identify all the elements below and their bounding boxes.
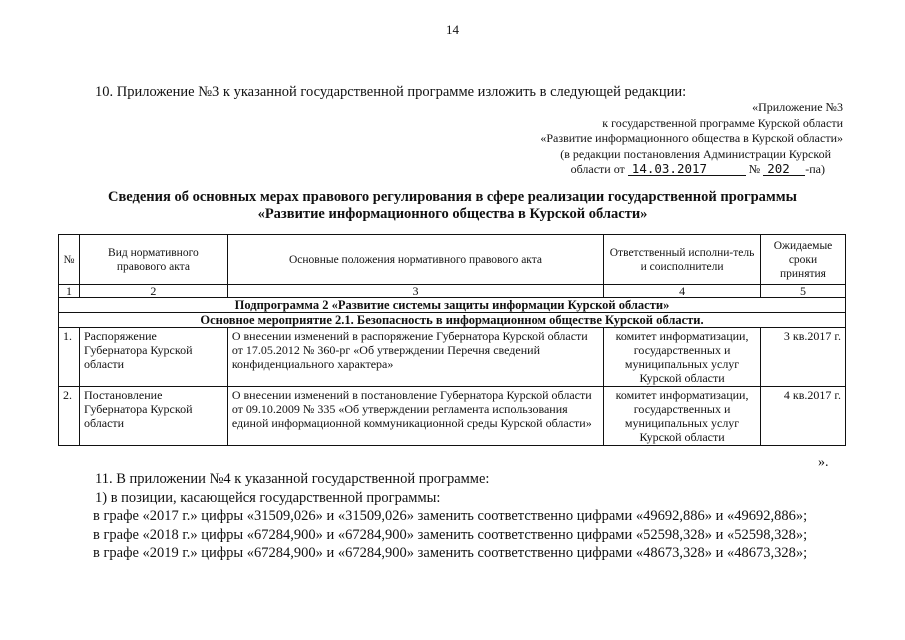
header-responsible: Ответственный исполни-тель и соисполнители <box>604 235 761 285</box>
table-row <box>59 328 846 387</box>
row-num: 2. <box>59 387 80 446</box>
table-row <box>59 387 846 446</box>
row-type: Распоряжение Губернатора Курской области <box>79 328 227 387</box>
row-provisions: О внесении изменений в распоряжение Губернатора Курской области от 17.05.2012 № 360-рг «Об утверждении Перечня сведений конфиденциального характера» <box>227 328 603 387</box>
table-header-row <box>59 235 846 285</box>
column-number: 5 <box>761 285 846 298</box>
header-type: Вид нормативного правового акта <box>79 235 227 285</box>
row-provisions: О внесении изменений в постановление Губернатора Курской области от 09.10.2009 № 335 «Об утверждении регламента использования единой информационной коммуникационной среды Курской области» <box>227 387 603 446</box>
row-num: 1. <box>59 328 80 387</box>
annex-number-field: 202 <box>763 162 805 176</box>
document-title <box>40 189 865 223</box>
closing-quote: ». <box>818 455 829 470</box>
page-number: 14 <box>446 22 459 37</box>
annex-line-5 <box>540 162 825 178</box>
header-deadline: Ожидаемые сроки принятия <box>761 235 846 285</box>
body-line-1: 11. В приложении №4 к указанной государственной программе: <box>95 471 490 487</box>
annex-header <box>540 100 843 178</box>
annex-date-prefix: области от <box>570 162 625 176</box>
column-number-row <box>59 285 846 298</box>
column-number: 1 <box>59 285 80 298</box>
column-number: 3 <box>227 285 603 298</box>
subprogram-title: Подпрограмма 2 «Развитие системы защиты информации Курской области» <box>59 298 846 313</box>
header-provisions: Основные положения нормативного правового акта <box>227 235 603 285</box>
annex-date-field: 14.03.2017 <box>628 162 746 176</box>
body-line-4: в графе «2018 г.» цифры «67284,900» и «67284,900» заменить соответственно цифрами «52598,328» и «52598,328»; <box>93 526 808 543</box>
row-type: Постановление Губернатора Курской области <box>79 387 227 446</box>
main-activity-title: Основное мероприятие 2.1. Безопасность в информационном обществе Курской области. <box>59 313 846 328</box>
subprogram-row <box>59 298 846 313</box>
title-line-2: «Развитие информационного общества в Курской области» <box>257 206 648 222</box>
row-deadline: 4 кв.2017 г. <box>761 387 846 446</box>
header-num: № <box>59 235 80 285</box>
main-activity-row <box>59 313 846 328</box>
annex-line-1: «Приложение №3 <box>752 100 843 114</box>
annex-line-2: к государственной программе Курской области <box>602 115 843 130</box>
row-deadline: 3 кв.2017 г. <box>761 328 846 387</box>
row-responsible: комитет информатизации, государственных и муниципальных услуг Курской области <box>604 328 761 387</box>
body-line-3: в графе «2017 г.» цифры «31509,026» и «31509,026» заменить соответственно цифрами «49692,886» и «49692,886»; <box>93 508 808 524</box>
amendment-text <box>95 470 807 563</box>
row-responsible: комитет информатизации, государственных и муниципальных услуг Курской области <box>604 387 761 446</box>
column-number: 2 <box>79 285 227 298</box>
column-number: 4 <box>604 285 761 298</box>
annex-line-4: (в редакции постановления Администрации Курской <box>560 146 831 161</box>
body-line-5: в графе «2019 г.» цифры «67284,900» и «67284,900» заменить соответственно цифрами «48673,328» и «48673,328»; <box>93 545 808 561</box>
measures-table <box>58 234 846 446</box>
annex-number-suffix: -па) <box>805 162 825 176</box>
annex-line-3: «Развитие информационного общества в Курской области» <box>540 131 843 145</box>
title-line-1: Сведения об основных мерах правового регулирования в сфере реализации государственной программы <box>107 189 797 205</box>
paragraph-10: 10. Приложение №3 к указанной государственной программе изложить в следующей редакции: <box>95 84 687 100</box>
body-line-2: 1) в позиции, касающейся государственной программы: <box>95 489 441 506</box>
annex-number-prefix: № <box>748 162 761 176</box>
